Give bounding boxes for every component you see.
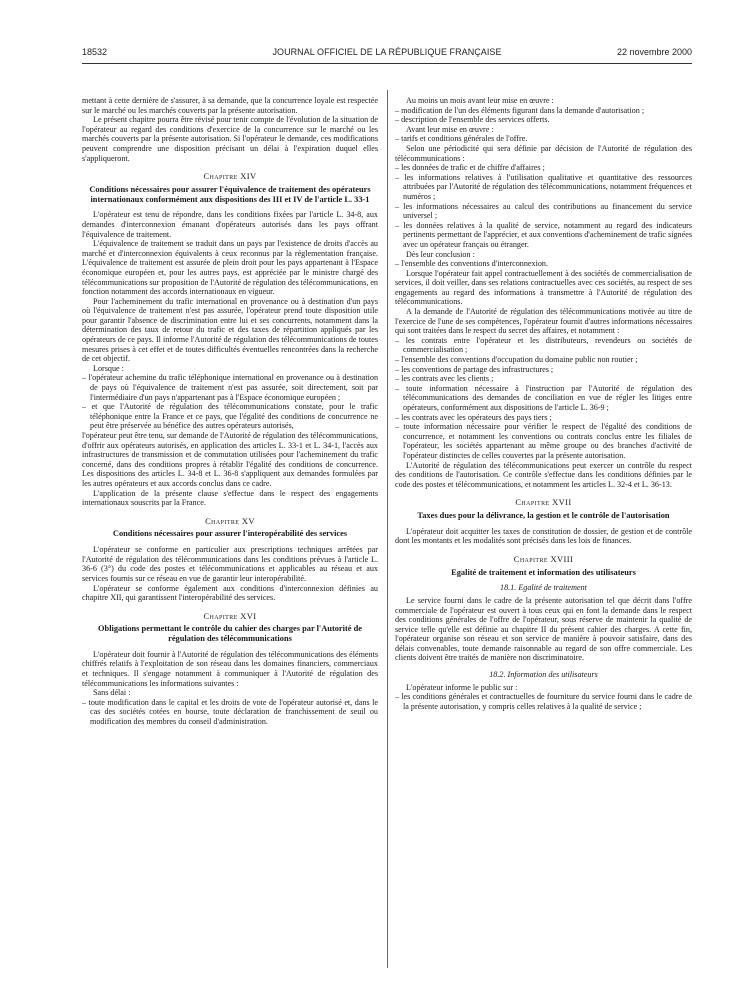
paragraph: L'opérateur se conforme également aux conditions d'interconnexion définies au chapitre XII, qui garantissent l'interopérabilité des services. bbox=[82, 583, 378, 603]
right-column bbox=[395, 96, 692, 711]
list-item: – l'ensemble des conventions d'interconnexion. bbox=[395, 259, 692, 269]
chapter-label: Chapitre XV bbox=[205, 515, 255, 526]
journal-title: JOURNAL OFFICIEL DE LA RÉPUBLIQUE FRANÇAISE bbox=[272, 47, 502, 57]
paragraph: Selon une périodicité qui sera définie par décision de l'Autorité de régulation des télécommunications : bbox=[395, 143, 692, 163]
header-rule bbox=[82, 63, 692, 64]
chapter-label: Chapitre XVIII bbox=[513, 553, 574, 564]
list bbox=[82, 698, 378, 727]
page-number: 18532 bbox=[82, 47, 108, 57]
list-item: – les conditions générales et contractuelles de fourniture du service fourni dans le cadre de la présente autorisation, y compris celles relatives à la qualité de service ; bbox=[395, 692, 692, 711]
chapter-title: Egalité de traitement et information des utilisateurs bbox=[451, 567, 636, 577]
list bbox=[395, 336, 692, 461]
list-item: – les contrats entre l'opérateur et les distributeurs, revendeurs ou sociétés de commercialisation ; bbox=[395, 336, 692, 355]
list-item: – description de l'ensemble des services offerts. bbox=[395, 115, 692, 125]
list bbox=[395, 259, 692, 269]
list-item: – toute information nécessaire pour vérifier le respect de l'égalité des conditions de concurrence, et notamment les conventions ou contrats conclus entre les filiales de l'opérateur, les sociétés appartenant au même groupe ou des branches d'activité de l'opérateur distinctes de celles couvertes par la présente autorisation. bbox=[395, 422, 692, 460]
section-title: 18.1. Egalité de traitement bbox=[500, 583, 587, 593]
paragraph: Dès leur conclusion : bbox=[406, 249, 475, 259]
list-item: – les données de trafic et de chiffre d'affaires ; bbox=[395, 163, 692, 173]
paragraph: mettant à cette dernière de s'assurer, à sa demande, que la concurrence loyale est respectée sur le marché ou les marchés couverts par la présente autorisation. bbox=[82, 96, 378, 115]
paragraph: Pour l'acheminement du trafic international en provenance ou à destination d'un pays où l'équivalence de traitement n'est pas assurée, l'opérateur prend toute disposition utile pour garantir l'absence de discrimination entre lui et ses concurrents, notamment dans la détermination des taux de retour du trafic et des taxes de répartition appliqués par les opérateurs de ce pays. Il informe l'Autorité de régulation des télécommunications de toutes mesures prises à cet effet et de toutes difficultés éventuelles rencontrées dans la recherche de cet objectif. bbox=[82, 296, 378, 364]
chapter-title: Conditions nécessaires pour assurer l'interopérabilité des services bbox=[112, 529, 348, 539]
chapter-label: Chapitre XVII bbox=[515, 497, 572, 508]
paragraph: L'application de la présente clause s'effectue dans le respect des engagements internationaux souscrits par la France. bbox=[82, 488, 378, 508]
chapter-title: Taxes dues pour la délivrance, la gestion et le contrôle de l'autorisation bbox=[417, 510, 670, 520]
chapter-title: Obligations permettant le contrôle du cahier des charges par l'Autorité de régulation des télécommunications bbox=[98, 624, 362, 644]
paragraph: Le service fourni dans le cadre de la présente autorisation tel que décrit dans l'offre commerciale de l'opérateur est ouvert à tous ceux qui en font la demande dans le respect des conditions générales de l'offre de l'opérateur, sous réserve de maintenir la qualité de service telle qu'elle est définie au chapitre II du présent cahier des charges. A cette fin, l'opérateur organise son réseau et son service de manière à pouvoir satisfaire, dans des délais convenables, toute demande raisonnable au regard de son offre commerciale. Les clients doivent être traités de manière non discriminatoire. bbox=[395, 595, 692, 663]
list-item: – les données relatives à la qualité de service, notamment au regard des indicateurs pertinents permettant de l'apprécier, et aux conventions d'acheminement de trafic signées avec un opérateur français ou étranger. bbox=[395, 221, 692, 250]
paragraph: Lorsque : bbox=[93, 363, 124, 373]
issue-date: 22 novembre 2000 bbox=[616, 47, 692, 57]
paragraph: L'opérateur doit fournir à l'Autorité de régulation des télécommunications des éléments chiffrés relatifs à l'exploitation de son réseau dans les domaines financiers, commerciaux et techniques. Il s'engage notamment à communiquer à l'Autorité de régulation des télécommunications les informations suivantes : bbox=[82, 649, 378, 688]
left-column bbox=[82, 96, 378, 727]
paragraph: L'équivalence de traitement se traduit dans un pays par l'existence de droits d'accès au marché et d'interconnexion équivalents à ceux reconnus par la réglementation française. L'équivalence de traitement est assurée de plein droit pour les pays appartenant à l'Espace économique européen et, pour les autres pays, est appréciée par le ministre chargé des télécommunications sur proposition de l'Autorité de régulation des télécommunications, en fonction notamment des accords internationaux en vigueur. bbox=[82, 239, 378, 297]
chapter-title: Conditions nécessaires pour assurer l'équivalence de traitement des opérateurs internationaux conformément aux dispositions des III et IV de l'article L. 33-1 bbox=[89, 184, 371, 204]
paragraph: A la demande de l'Autorité de régulation des télécommunications motivée au titre de l'exercice de l'une de ses compétences, l'opérateur fournit d'autres informations nécessaires qui sont traitées dans le respect du secret des affaires, et notamment : bbox=[395, 307, 692, 336]
paragraph: Le présent chapitre pourra être révisé pour tenir compte de l'évolution de la situation de l'opérateur au regard des conditions d'exercice de la concurrence sur le marché ou les marchés couverts par la présente autorisation. Si l'opérateur le demande, ces modifications peuvent comprendre une disposition précisant un délai à l'expiration duquel elles s'appliqueront. bbox=[82, 115, 378, 163]
list-item: – tarifs et conditions générales de l'offre. bbox=[395, 134, 692, 144]
paragraph: l'opérateur peut être tenu, sur demande de l'Autorité de régulation des télécommunications, d'offrir aux opérateurs autorisés, en application des articles L. 33-1 et L. 34-1, l'accès aux infrastructures de transmission et de commutation utilisées pour l'acheminement du trafic concerné, dans des conditions propres à rétablir l'égalité des conditions de concurrence. Les dispositions des articles L. 34-8 et L. 36-8 s'appliquent aux demandes formulées par les autres opérateurs et aux accords conclus dans ce cadre. bbox=[82, 431, 378, 488]
paragraph: Avant leur mise en œuvre : bbox=[406, 124, 494, 134]
paragraph: L'opérateur se conforme en particulier aux prescriptions techniques arrêtées par l'Autorité de régulation des télécommunications dans les conditions prévues à l'article L. 36-6 (3°) du code des postes et télécommunications et applicables au réseau et aux services fournis sur ce réseau en vue de garantir leur interopérabilité. bbox=[82, 545, 378, 583]
list-item: – toute information nécessaire à l'instruction par l'Autorité de régulation des télécommunications des demandes de conciliation en vue de régler les litiges entre opérateurs, conformément aux dispositions de l'article L. 36-9 ; bbox=[395, 384, 692, 413]
list-item: – les informations nécessaires au calcul des contributions au financement du service universel ; bbox=[395, 202, 692, 221]
list bbox=[395, 106, 692, 125]
page-header bbox=[82, 45, 692, 59]
list-item: – toute modification dans le capital et les droits de vote de l'opérateur autorisé et, dans le cas des sociétés cotées en bourse, toute déclaration de franchissement de seuil ou modification des membres du conseil d'administration. bbox=[82, 698, 378, 727]
list bbox=[395, 163, 692, 249]
list-item: – modification de l'un des éléments figurant dans la demande d'autorisation ; bbox=[395, 106, 692, 116]
paragraph: Sans délai : bbox=[93, 688, 131, 698]
paragraph: L'Autorité de régulation des télécommunications peut exercer un contrôle du respect des conditions de l'autorisation. Ce contrôle s'effectue dans les conditions définies par le code des postes et télécommunications, et notamment les articles L. 32-4 et L. 36-13. bbox=[395, 460, 692, 489]
paragraph: Au moins un mois avant leur mise en œuvre : bbox=[406, 96, 554, 105]
list bbox=[395, 692, 692, 711]
paragraph: L'opérateur doit acquitter les taxes de constitution de dossier, de gestion et de contrôle dont les montants et les modalités sont précisés dans les lois de finances. bbox=[395, 526, 692, 546]
paragraph: L'opérateur est tenu de répondre, dans les conditions fixées par l'article L. 34-8, aux demandes d'interconnexion émanant d'opérateurs autorisés dans les pays offrant l'équivalence de traitement. bbox=[82, 210, 378, 239]
list bbox=[82, 373, 378, 431]
list-item: – les contrats avec les clients ; bbox=[395, 374, 692, 384]
paragraph: L'opérateur informe le public sur : bbox=[406, 682, 518, 692]
chapter-label: Chapitre XVI bbox=[203, 610, 257, 621]
list-item: – l'opérateur achemine du trafic téléphonique international en provenance ou à destination de pays où l'équivalence de traitement n'est pas assurée, soit directement, soit par l'intermédiaire d'un pays n'appartenant pas à l'Espace économique européen ; bbox=[82, 373, 378, 402]
list-item: – les informations relatives à l'utilisation qualitative et quantitative des ressources attribuées par l'Autorité de régulation des télécommunications, notamment fréquences et numéros ; bbox=[395, 173, 692, 202]
section-title: 18.2. Information des utilisateurs bbox=[489, 670, 598, 680]
column-separator bbox=[387, 90, 388, 968]
list-item: – les contrats avec les opérateurs des pays tiers ; bbox=[395, 413, 692, 423]
list-item: – et que l'Autorité de régulation des télécommunications constate, pour le trafic téléphonique entre la France et ce pays, que l'égalité des conditions de concurrence ne peut être préservée au bénéfice des autres opérateurs autorisés, bbox=[82, 402, 378, 431]
list-item: – les conventions de partage des infrastructures ; bbox=[395, 365, 692, 375]
paragraph: Lorsque l'opérateur fait appel contractuellement à des sociétés de commercialisation de services, il doit veiller, dans ses relations contractuelles avec ces sociétés, au respect de ses engagements au regard des informations à transmettre à l'Autorité de régulation des télécommunications. bbox=[395, 268, 692, 307]
list-item: – l'ensemble des conventions d'occupation du domaine public non routier ; bbox=[395, 355, 692, 365]
chapter-label: Chapitre XIV bbox=[203, 171, 257, 182]
list bbox=[395, 134, 692, 144]
